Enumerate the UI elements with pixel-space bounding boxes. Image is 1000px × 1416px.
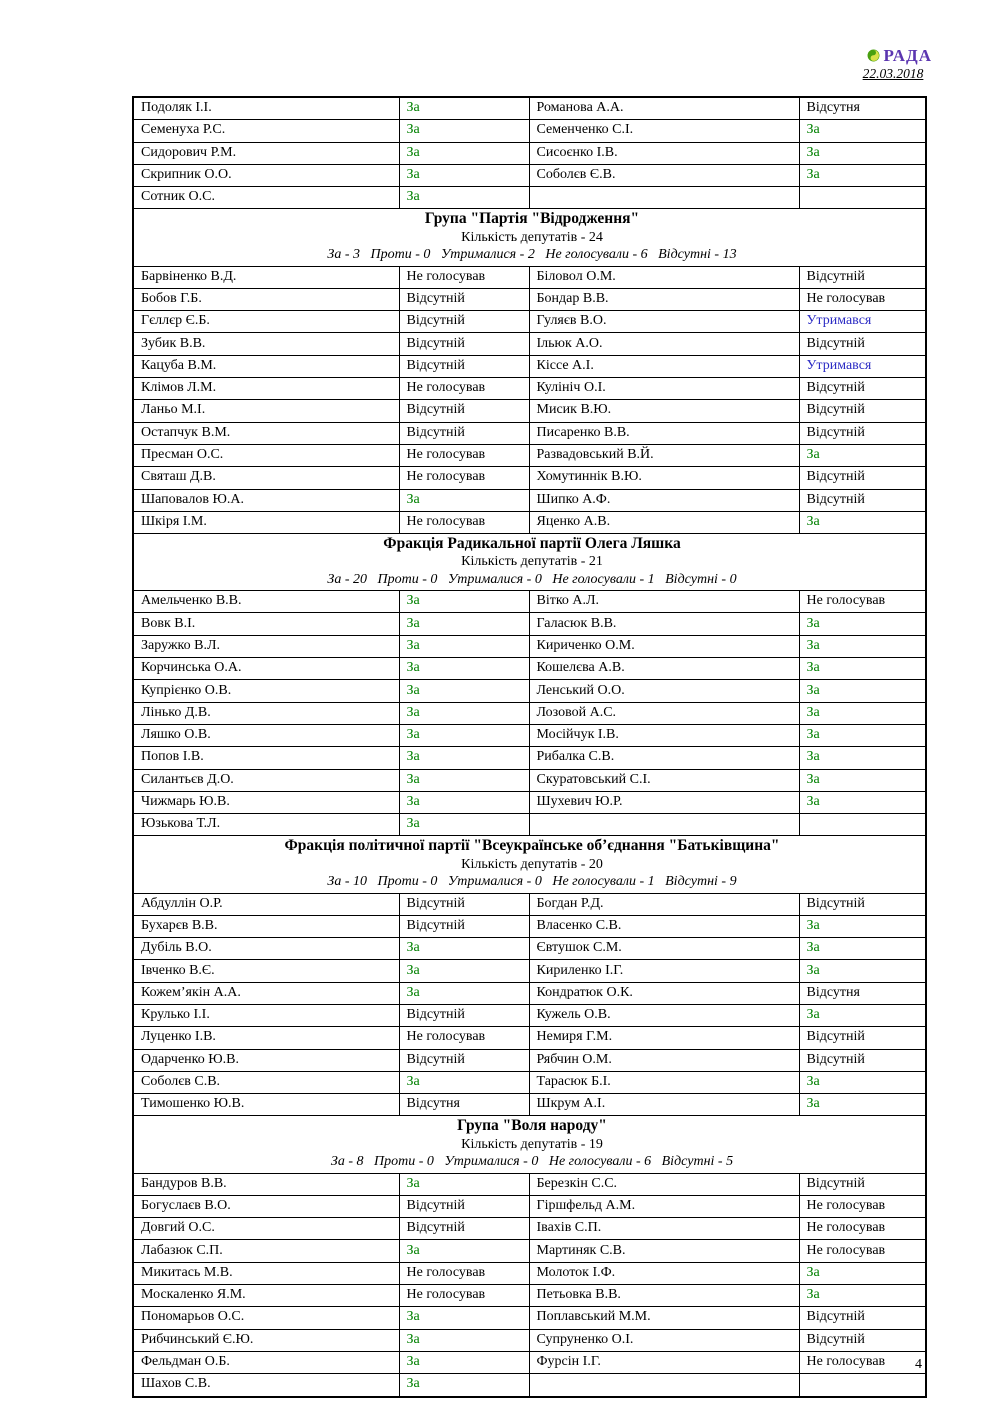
- vote-cell: За: [799, 635, 926, 657]
- table-row: [133, 400, 926, 422]
- vote-cell: [799, 814, 926, 836]
- group-header-row: [133, 534, 926, 591]
- group-title: Фракція Радикальної партії Олега Ляшка: [383, 535, 681, 553]
- deputy-name-cell: Лабазюк С.П.: [133, 1240, 399, 1262]
- vote-cell: За: [799, 1285, 926, 1307]
- vote-cell: Відсутній: [799, 489, 926, 511]
- deputy-name-cell: [529, 814, 799, 836]
- deputy-name-cell: Мартиняк С.В.: [529, 1240, 799, 1262]
- table-row: [133, 591, 926, 613]
- deputy-name-cell: Кулініч О.І.: [529, 378, 799, 400]
- vote-cell: Відсутній: [799, 893, 926, 915]
- deputy-name-cell: Пономарьов О.С.: [133, 1307, 399, 1329]
- deputy-name-cell: Клімов Л.М.: [133, 378, 399, 400]
- group-title: Група "Партія "Відродження": [424, 210, 640, 228]
- vote-cell: Не голосував: [399, 444, 529, 466]
- vote-cell: Утримався: [799, 311, 926, 333]
- deputy-name-cell: Лозовой А.С.: [529, 702, 799, 724]
- deputy-name-cell: Сидорович Р.М.: [133, 142, 399, 164]
- deputy-name-cell: Ільюк А.О.: [529, 333, 799, 355]
- vote-cell: За: [799, 769, 926, 791]
- vote-cell: Відсутній: [399, 288, 529, 310]
- vote-cell: За: [799, 724, 926, 746]
- vote-cell: За: [399, 724, 529, 746]
- deputy-name-cell: Мосійчук І.В.: [529, 724, 799, 746]
- deputy-name-cell: Дубіль В.О.: [133, 938, 399, 960]
- deputy-name-cell: Кужель О.В.: [529, 1004, 799, 1026]
- group-deputy-count: Кількість депутатів - 20: [461, 856, 603, 872]
- vote-cell: За: [799, 938, 926, 960]
- table-row: [133, 702, 926, 724]
- deputy-name-cell: Кириченко О.М.: [529, 635, 799, 657]
- deputy-name-cell: Писаренко В.В.: [529, 422, 799, 444]
- table-row: [133, 658, 926, 680]
- table-row: [133, 1195, 926, 1217]
- deputy-name-cell: Кошелєва А.В.: [529, 658, 799, 680]
- vote-cell: За: [399, 814, 529, 836]
- deputy-name-cell: Бандуров В.В.: [133, 1173, 399, 1195]
- deputy-name-cell: Тимошенко Ю.В.: [133, 1094, 399, 1116]
- vote-cell: За: [799, 680, 926, 702]
- table-row: [133, 164, 926, 186]
- vote-cell: Відсутній: [799, 1307, 926, 1329]
- table-row: [133, 1173, 926, 1195]
- deputy-name-cell: Гуляєв В.О.: [529, 311, 799, 333]
- deputy-name-cell: Молоток І.Ф.: [529, 1262, 799, 1284]
- vote-cell: Не голосував: [799, 1218, 926, 1240]
- table-row: [133, 1285, 926, 1307]
- vote-cell: За: [399, 702, 529, 724]
- table-row: [133, 960, 926, 982]
- vote-cell: Не голосував: [399, 266, 529, 288]
- deputy-name-cell: Луценко І.В.: [133, 1027, 399, 1049]
- vote-cell: Відсутня: [799, 97, 926, 120]
- vote-cell: За: [399, 1374, 529, 1397]
- vote-cell: Відсутній: [399, 400, 529, 422]
- deputy-name-cell: Шипко А.Ф.: [529, 489, 799, 511]
- vote-cell: За: [799, 1004, 926, 1026]
- deputy-name-cell: Шкіря І.М.: [133, 511, 399, 533]
- vote-cell: За: [799, 702, 926, 724]
- deputy-name-cell: Кириленко І.Г.: [529, 960, 799, 982]
- vote-cell: Не голосував: [399, 511, 529, 533]
- rada-logo: [840, 47, 932, 82]
- table-row: [133, 1094, 926, 1116]
- vote-cell: Не голосував: [399, 467, 529, 489]
- deputy-name-cell: Немиря Г.М.: [529, 1027, 799, 1049]
- deputy-name-cell: [529, 1374, 799, 1397]
- vote-cell: За: [799, 915, 926, 937]
- table-row: [133, 1329, 926, 1351]
- table-row: [133, 187, 926, 209]
- table-row: [133, 747, 926, 769]
- deputy-name-cell: Рибчинський Є.Ю.: [133, 1329, 399, 1351]
- deputy-name-cell: Шаповалов Ю.А.: [133, 489, 399, 511]
- table-row: [133, 1004, 926, 1026]
- table-row: [133, 1027, 926, 1049]
- deputy-name-cell: Рибалка С.В.: [529, 747, 799, 769]
- vote-cell: За: [399, 164, 529, 186]
- vote-cell: Відсутній: [799, 1049, 926, 1071]
- vote-cell: За: [399, 635, 529, 657]
- vote-cell: Не голосував: [799, 1195, 926, 1217]
- vote-cell: За: [799, 1071, 926, 1093]
- deputy-name-cell: Власенко С.В.: [529, 915, 799, 937]
- vote-cell: За: [799, 164, 926, 186]
- deputy-name-cell: Развадовський В.Й.: [529, 444, 799, 466]
- deputy-name-cell: Галасюк В.В.: [529, 613, 799, 635]
- vote-cell: Відсутній: [399, 422, 529, 444]
- deputy-name-cell: Бухарєв В.В.: [133, 915, 399, 937]
- deputy-name-cell: Остапчук В.М.: [133, 422, 399, 444]
- table-row: [133, 1262, 926, 1284]
- vote-cell: За: [399, 187, 529, 209]
- vote-cell: За: [399, 613, 529, 635]
- deputy-name-cell: Ляшко О.В.: [133, 724, 399, 746]
- vote-cell: За: [799, 791, 926, 813]
- vote-cell: Відсутній: [399, 311, 529, 333]
- vote-cell: За: [399, 489, 529, 511]
- group-deputy-count: Кількість депутатів - 24: [461, 229, 603, 245]
- deputy-name-cell: Кондратюк О.К.: [529, 982, 799, 1004]
- table-row: [133, 142, 926, 164]
- group-vote-stats: За - 8 Проти - 0 Утрималися - 0 Не голосували - 6 Відсутні - 5: [330, 1154, 734, 1170]
- deputy-name-cell: Сотник О.С.: [133, 187, 399, 209]
- deputy-name-cell: Ленський О.О.: [529, 680, 799, 702]
- deputy-name-cell: Попов І.В.: [133, 747, 399, 769]
- table-row: [133, 814, 926, 836]
- table-row: [133, 982, 926, 1004]
- vote-cell: Відсутній: [799, 400, 926, 422]
- group-title: Фракція політичної партії "Всеукраїнське об’єднання "Батьківщина": [284, 837, 780, 855]
- vote-cell: Не голосував: [399, 1262, 529, 1284]
- deputy-name-cell: Хомутиннік В.Ю.: [529, 467, 799, 489]
- vote-cell: Відсутній: [799, 266, 926, 288]
- vote-cell: Відсутній: [799, 422, 926, 444]
- deputy-name-cell: Соболєв С.В.: [133, 1071, 399, 1093]
- vote-cell: За: [399, 1329, 529, 1351]
- vote-cell: За: [399, 120, 529, 142]
- table-row: [133, 769, 926, 791]
- table-row: [133, 422, 926, 444]
- group-header-cell: [133, 1116, 926, 1173]
- deputy-name-cell: Романова А.А.: [529, 97, 799, 120]
- vote-cell: Відсутній: [399, 1195, 529, 1217]
- vote-cell: За: [399, 982, 529, 1004]
- table-row: [133, 1218, 926, 1240]
- table-row: [133, 613, 926, 635]
- deputy-name-cell: Фельдман О.Б.: [133, 1351, 399, 1373]
- deputy-name-cell: Івченко В.Є.: [133, 960, 399, 982]
- vote-cell: Відсутній: [799, 467, 926, 489]
- deputy-name-cell: Крулько І.І.: [133, 1004, 399, 1026]
- deputy-name-cell: Зубик В.В.: [133, 333, 399, 355]
- deputy-name-cell: Заружко В.Л.: [133, 635, 399, 657]
- deputy-name-cell: Чижмарь Ю.В.: [133, 791, 399, 813]
- vote-cell: Утримався: [799, 355, 926, 377]
- group-header-cell: [133, 209, 926, 266]
- table-row: [133, 120, 926, 142]
- vote-cell: За: [399, 658, 529, 680]
- deputy-name-cell: Богуслаєв В.О.: [133, 1195, 399, 1217]
- deputy-name-cell: Біловол О.М.: [529, 266, 799, 288]
- deputy-name-cell: Бобов Г.Б.: [133, 288, 399, 310]
- deputy-name-cell: Сисоєнко І.В.: [529, 142, 799, 164]
- table-row: [133, 378, 926, 400]
- deputy-name-cell: Фурсін І.Г.: [529, 1351, 799, 1373]
- document-date: 22.03.2018: [862, 66, 924, 81]
- table-row: [133, 635, 926, 657]
- deputy-name-cell: Гіршфельд А.М.: [529, 1195, 799, 1217]
- vote-cell: Не голосував: [799, 1351, 926, 1373]
- deputy-name-cell: Соболєв Є.В.: [529, 164, 799, 186]
- deputy-name-cell: Рябчин О.М.: [529, 1049, 799, 1071]
- deputy-name-cell: Семенченко С.І.: [529, 120, 799, 142]
- vote-cell: За: [399, 960, 529, 982]
- deputy-name-cell: Тарасюк Б.І.: [529, 1071, 799, 1093]
- vote-cell: За: [799, 1094, 926, 1116]
- vote-cell: За: [399, 938, 529, 960]
- vote-cell: За: [799, 747, 926, 769]
- page-number: 4: [915, 1357, 922, 1372]
- group-vote-stats: За - 20 Проти - 0 Утрималися - 0 Не голосували - 1 Відсутні - 0: [327, 571, 737, 587]
- deputy-name-cell: Скуратовський С.І.: [529, 769, 799, 791]
- group-header-cell: [133, 836, 926, 893]
- group-header-row: [133, 836, 926, 893]
- vote-cell: За: [799, 511, 926, 533]
- deputy-name-cell: Абдуллін О.Р.: [133, 893, 399, 915]
- table-row: [133, 1049, 926, 1071]
- group-vote-stats: За - 3 Проти - 0 Утрималися - 2 Не голосували - 6 Відсутні - 13: [327, 247, 737, 263]
- vote-cell: [799, 1374, 926, 1397]
- vote-cell: Не голосував: [799, 1240, 926, 1262]
- table-row: [133, 355, 926, 377]
- vote-cell: За: [399, 680, 529, 702]
- table-row: [133, 1240, 926, 1262]
- deputy-name-cell: Петьовка В.В.: [529, 1285, 799, 1307]
- vote-cell: Відсутній: [399, 355, 529, 377]
- group-vote-stats: За - 10 Проти - 0 Утрималися - 0 Не голосували - 1 Відсутні - 9: [327, 874, 737, 890]
- deputy-name-cell: Бондар В.В.: [529, 288, 799, 310]
- vote-cell: Відсутній: [799, 1027, 926, 1049]
- vote-cell: Не голосував: [799, 591, 926, 613]
- deputy-name-cell: Шкрум А.І.: [529, 1094, 799, 1116]
- deputy-name-cell: Лінько Д.В.: [133, 702, 399, 724]
- voting-results-table: [132, 96, 927, 1398]
- deputy-name-cell: Ланьо М.І.: [133, 400, 399, 422]
- deputy-name-cell: Івахів С.П.: [529, 1218, 799, 1240]
- deputy-name-cell: Купрієнко О.В.: [133, 680, 399, 702]
- table-row: [133, 893, 926, 915]
- table-row: [133, 444, 926, 466]
- deputy-name-cell: Яценко А.В.: [529, 511, 799, 533]
- table-row: [133, 311, 926, 333]
- deputy-name-cell: Амельченко В.В.: [133, 591, 399, 613]
- vote-cell: За: [399, 591, 529, 613]
- vote-cell: Не голосував: [399, 1285, 529, 1307]
- vote-cell: Відсутній: [399, 333, 529, 355]
- deputy-name-cell: Вітко А.Л.: [529, 591, 799, 613]
- deputy-name-cell: Кіссе А.І.: [529, 355, 799, 377]
- vote-cell: За: [799, 960, 926, 982]
- vote-cell: Відсутній: [799, 333, 926, 355]
- vote-cell: За: [399, 1351, 529, 1373]
- vote-cell: За: [799, 1262, 926, 1284]
- deputy-name-cell: Святаш Д.В.: [133, 467, 399, 489]
- table-row: [133, 1351, 926, 1373]
- vote-cell: За: [399, 1071, 529, 1093]
- vote-cell: Не голосував: [399, 1027, 529, 1049]
- group-header-row: [133, 209, 926, 266]
- table-row: [133, 724, 926, 746]
- deputy-name-cell: Москаленко Я.М.: [133, 1285, 399, 1307]
- deputy-name-cell: Супруненко О.І.: [529, 1329, 799, 1351]
- table-row: [133, 266, 926, 288]
- vote-cell: Відсутній: [399, 1049, 529, 1071]
- table-row: [133, 333, 926, 355]
- table-row: [133, 680, 926, 702]
- vote-cell: Відсутня: [799, 982, 926, 1004]
- table-row: [133, 938, 926, 960]
- vote-cell: [799, 187, 926, 209]
- voting-table-body: [133, 97, 926, 1397]
- table-row: [133, 489, 926, 511]
- deputy-name-cell: Подоляк І.І.: [133, 97, 399, 120]
- deputy-name-cell: Кожем’якін А.А.: [133, 982, 399, 1004]
- vote-cell: Відсутній: [399, 1218, 529, 1240]
- group-deputy-count: Кількість депутатів - 21: [461, 554, 603, 570]
- vote-cell: Відсутній: [799, 1329, 926, 1351]
- deputy-name-cell: Скрипник О.О.: [133, 164, 399, 186]
- deputy-name-cell: Микитась М.В.: [133, 1262, 399, 1284]
- vote-cell: Відсутній: [399, 1004, 529, 1026]
- vote-cell: За: [799, 613, 926, 635]
- vote-cell: Не голосував: [799, 288, 926, 310]
- table-row: [133, 1307, 926, 1329]
- deputy-name-cell: Юзькова Т.Л.: [133, 814, 399, 836]
- deputy-name-cell: Поплавський М.М.: [529, 1307, 799, 1329]
- deputy-name-cell: Довгий О.С.: [133, 1218, 399, 1240]
- table-row: [133, 1071, 926, 1093]
- rada-leaf-icon: [867, 49, 880, 62]
- group-title: Група "Воля народу": [457, 1117, 607, 1135]
- table-row: [133, 511, 926, 533]
- vote-cell: За: [399, 1240, 529, 1262]
- deputy-name-cell: Богдан Р.Д.: [529, 893, 799, 915]
- deputy-name-cell: Шухевич Ю.Р.: [529, 791, 799, 813]
- table-row: [133, 288, 926, 310]
- vote-cell: Не голосував: [399, 378, 529, 400]
- vote-cell: Відсутній: [399, 915, 529, 937]
- vote-cell: За: [399, 142, 529, 164]
- vote-cell: Відсутній: [799, 1173, 926, 1195]
- deputy-name-cell: Силантьєв Д.О.: [133, 769, 399, 791]
- vote-cell: За: [399, 747, 529, 769]
- table-row: [133, 791, 926, 813]
- deputy-name-cell: Шахов С.В.: [133, 1374, 399, 1397]
- deputy-name-cell: Пресман О.С.: [133, 444, 399, 466]
- deputy-name-cell: Корчинська О.А.: [133, 658, 399, 680]
- table-row: [133, 915, 926, 937]
- vote-cell: За: [799, 142, 926, 164]
- deputy-name-cell: Барвіненко В.Д.: [133, 266, 399, 288]
- deputy-name-cell: Семенуха Р.С.: [133, 120, 399, 142]
- deputy-name-cell: [529, 187, 799, 209]
- deputy-name-cell: Мисик В.Ю.: [529, 400, 799, 422]
- vote-cell: Відсутній: [399, 893, 529, 915]
- vote-cell: За: [799, 120, 926, 142]
- vote-cell: За: [799, 658, 926, 680]
- rada-logo-line: [840, 47, 932, 64]
- vote-cell: За: [399, 1173, 529, 1195]
- vote-cell: За: [399, 791, 529, 813]
- vote-cell: За: [399, 769, 529, 791]
- table-row: [133, 1374, 926, 1397]
- deputy-name-cell: Кацуба В.М.: [133, 355, 399, 377]
- vote-cell: Відсутній: [799, 378, 926, 400]
- deputy-name-cell: Гєллєр Є.Б.: [133, 311, 399, 333]
- vote-cell: За: [799, 444, 926, 466]
- vote-cell: За: [399, 97, 529, 120]
- deputy-name-cell: Одарченко Ю.В.: [133, 1049, 399, 1071]
- group-header-row: [133, 1116, 926, 1173]
- deputy-name-cell: Євтушок С.М.: [529, 938, 799, 960]
- table-row: [133, 467, 926, 489]
- table-row: [133, 97, 926, 120]
- group-deputy-count: Кількість депутатів - 19: [461, 1136, 603, 1152]
- deputy-name-cell: Березкін С.С.: [529, 1173, 799, 1195]
- group-header-cell: [133, 534, 926, 591]
- vote-cell: Відсутня: [399, 1094, 529, 1116]
- vote-cell: За: [399, 1307, 529, 1329]
- rada-logo-text: РАДА: [883, 46, 932, 65]
- deputy-name-cell: Вовк В.І.: [133, 613, 399, 635]
